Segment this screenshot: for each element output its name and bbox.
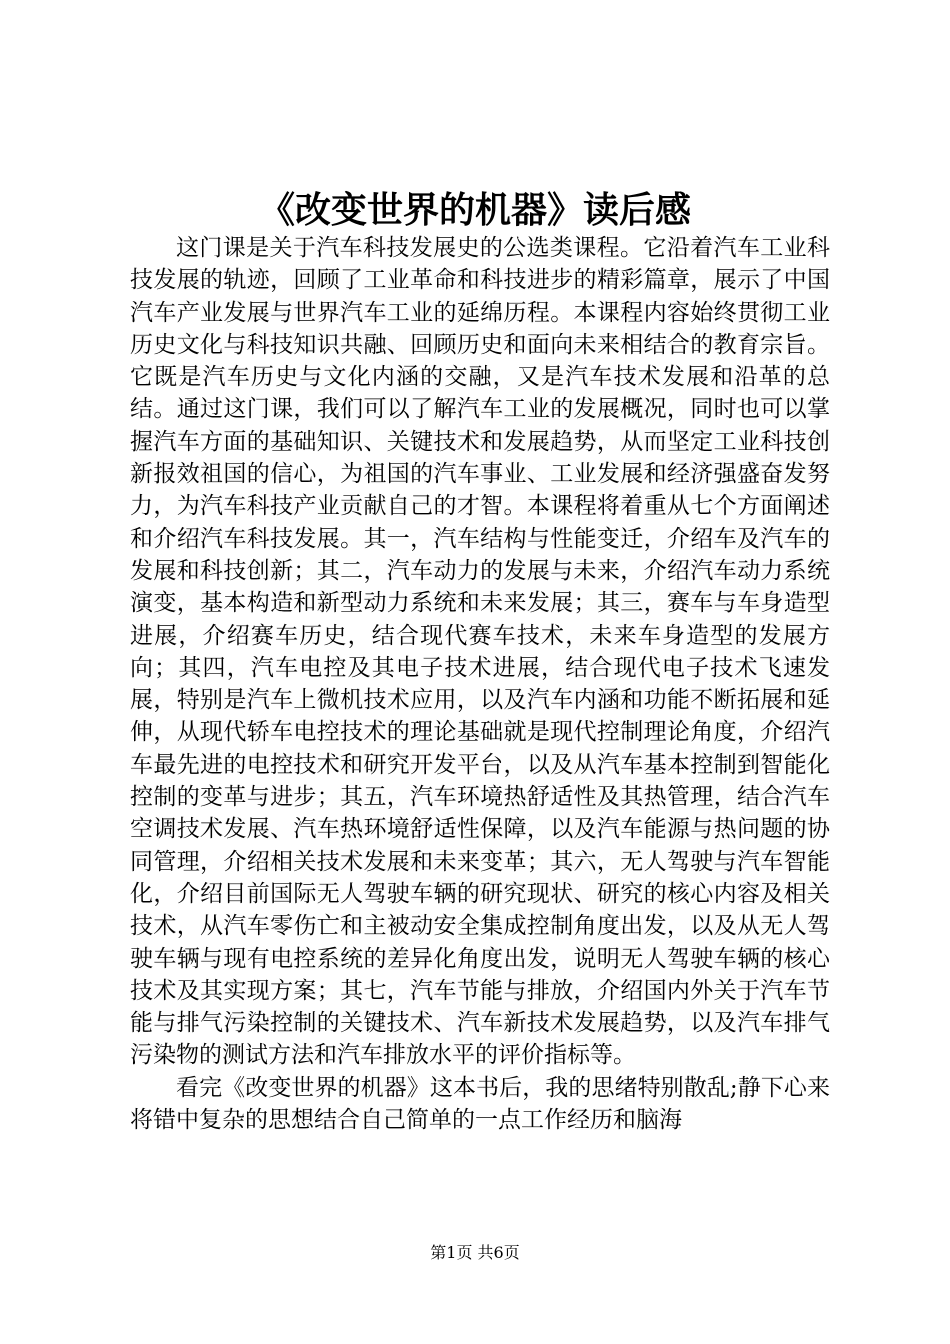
document-title: 《改变世界的机器》读后感 (258, 189, 691, 231)
page-number-footer: 第1页 共6页 (430, 1243, 520, 1262)
document-body (130, 232, 830, 1136)
paragraph-1: 这门课是关于汽车科技发展史的公选类课程。它沿着汽车工业科技发展的轨迹，回顾了工业革命和科技进步的精彩篇章，展示了中国汽车产业发展与世界汽车工业的延绵历程。本课程内容始终贯彻工业历史文化与科技知识共融、回顾历史和面向未来相结合的教育宗旨。它既是汽车历史与文化内涵的交融，又是汽车技术发展和沿革的总结。通过这门课，我们可以了解汽车工业的发展概况，同时也可以掌握汽车方面的基础知识、关键技术和发展趋势，从而坚定工业科技创新报效祖国的信心，为祖国的汽车事业、工业发展和经济强盛奋发努力，为汽车科技产业贡献自己的才智。本课程将着重从七个方面阐述和介绍汽车科技发展。其一，汽车结构与性能变迁，介绍车及汽车的发展和科技创新；其二，汽车动力的发展与未来，介绍汽车动力系统演变，基本构造和新型动力系统和未来发展；其三，赛车与车身造型进展，介绍赛车历史，结合现代赛车技术，未来车身造型的发展方向；其四，汽车电控及其电子技术进展，结合现代电子技术飞速发展，特别是汽车上微机技术应用，以及汽车内涵和功能不断拓展和延伸，从现代轿车电控技术的理论基础就是现代控制理论角度，介绍汽车最先进的电控技术和研究开发平台，以及从汽车基本控制到智能化控制的变革与进步；其五，汽车环境热舒适性及其热管理，结合汽车空调技术发展、汽车热环境舒适性保障，以及汽车能源与热问题的协同管理，介绍相关技术发展和未来变革；其六，无人驾驶与汽车智能化，介绍目前国际无人驾驶车辆的研究现状、研究的核心内容及相关技术，从汽车零伤亡和主被动安全集成控制角度出发，以及从无人驾驶车辆与现有电控系统的差异化角度出发，说明无人驾驶车辆的核心技术及其实现方案；其七，汽车节能与排放，介绍国内外关于汽车节能与排气污染控制的关键技术、汽车新技术发展趋势，以及汽车排气污染物的测试方法和汽车排放水平的评价指标等。 (130, 235, 830, 1069)
paragraph-2: 看完《改变世界的机器》这本书后，我的思绪特别散乱;静下心来将错中复杂的思想结合自己简单的一点工作经历和脑海 (130, 1074, 830, 1134)
